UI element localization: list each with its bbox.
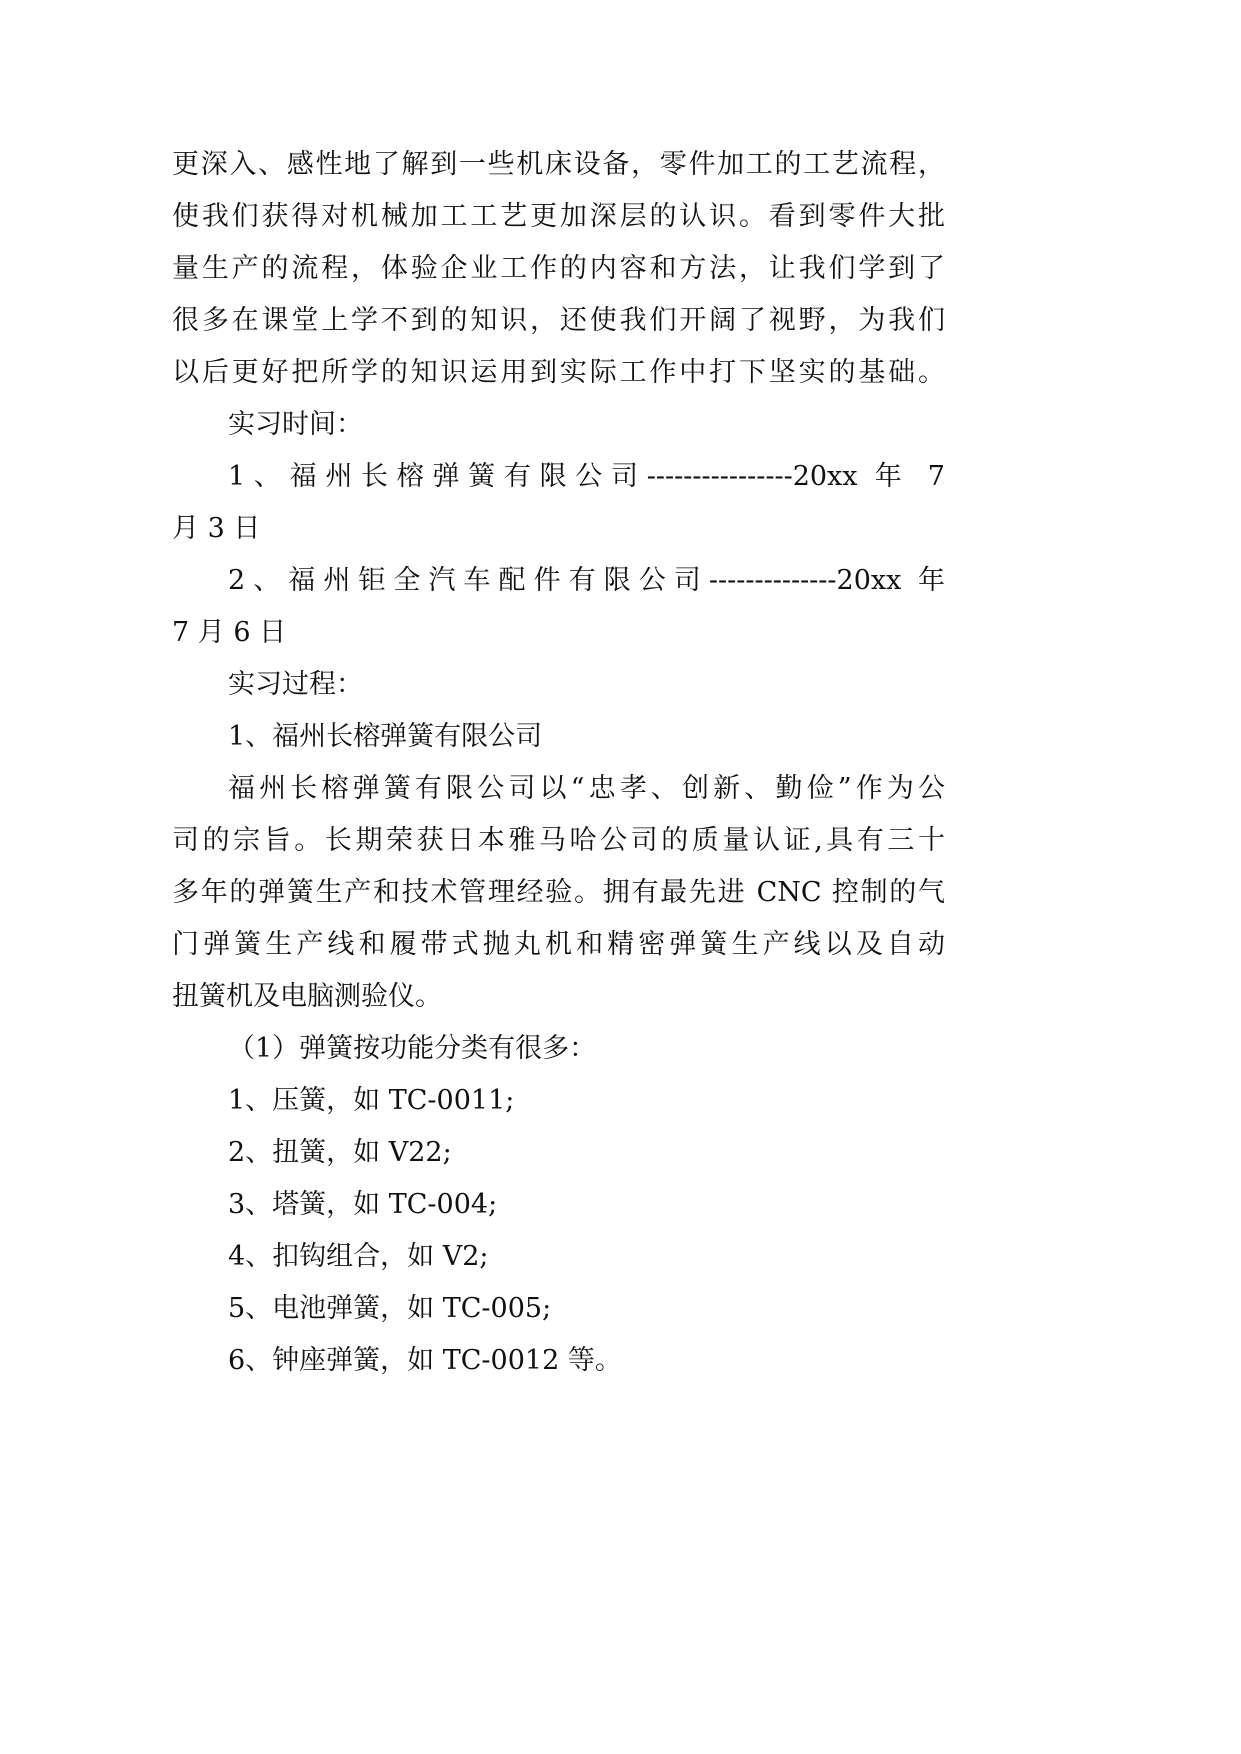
text-line: 实习过程： [228,669,363,700]
text-line: 6、钟座弹簧，如 TC-0012 等。 [228,1345,622,1376]
text-line: 很多在课堂上学不到的知识，还使我们开阔了视野，为我们 [172,305,945,336]
text-line: 以后更好把所学的知识运用到实际工作中打下坚实的基础。 [172,357,945,388]
text-line: 福州长榕弹簧有限公司以“忠孝、创新、勤俭”作为公 [228,773,945,804]
text-line: 4、扣钩组合，如 V2; [228,1241,489,1272]
text-line: 月 3 日 [172,513,261,544]
text-line: 3、塔簧，如 TC-004; [228,1189,498,1220]
text-line: 司的宗旨。长期荣获日本雅马哈公司的质量认证,具有三十 [172,825,945,856]
text-line: 1、福州长榕弹簧有限公司 [228,721,543,752]
text-line: 门弹簧生产线和履带式抛丸机和精密弹簧生产线以及自动 [172,929,945,960]
text-line: 更深入、感性地了解到一些机床设备，零件加工的工艺流程， [172,149,945,180]
text-line: 1、福州长榕弹簧有限公司----------------20xx 年 7 [228,461,945,492]
text-line: 量生产的流程，体验企业工作的内容和方法，让我们学到了 [172,253,945,284]
text-line: 多年的弹簧生产和技术管理经验。拥有最先进 CNC 控制的气 [172,877,945,908]
text-line: 5、电池弹簧，如 TC-005; [228,1293,552,1324]
text-line: 扭簧机及电脑测验仪。 [172,981,442,1012]
document-body [172,139,945,1387]
text-line: 7 月 6 日 [172,617,287,648]
text-line: 实习时间： [228,409,363,440]
text-line: 2、福州钜全汽车配件有限公司--------------20xx 年 [228,565,945,596]
text-line: 使我们获得对机械加工工艺更加深层的认识。看到零件大批 [172,201,945,232]
text-line: 2、扭簧，如 V22; [228,1137,452,1168]
text-line: 1、压簧，如 TC-0011; [228,1085,515,1116]
text-line: （1）弹簧按功能分类有很多： [228,1033,597,1064]
